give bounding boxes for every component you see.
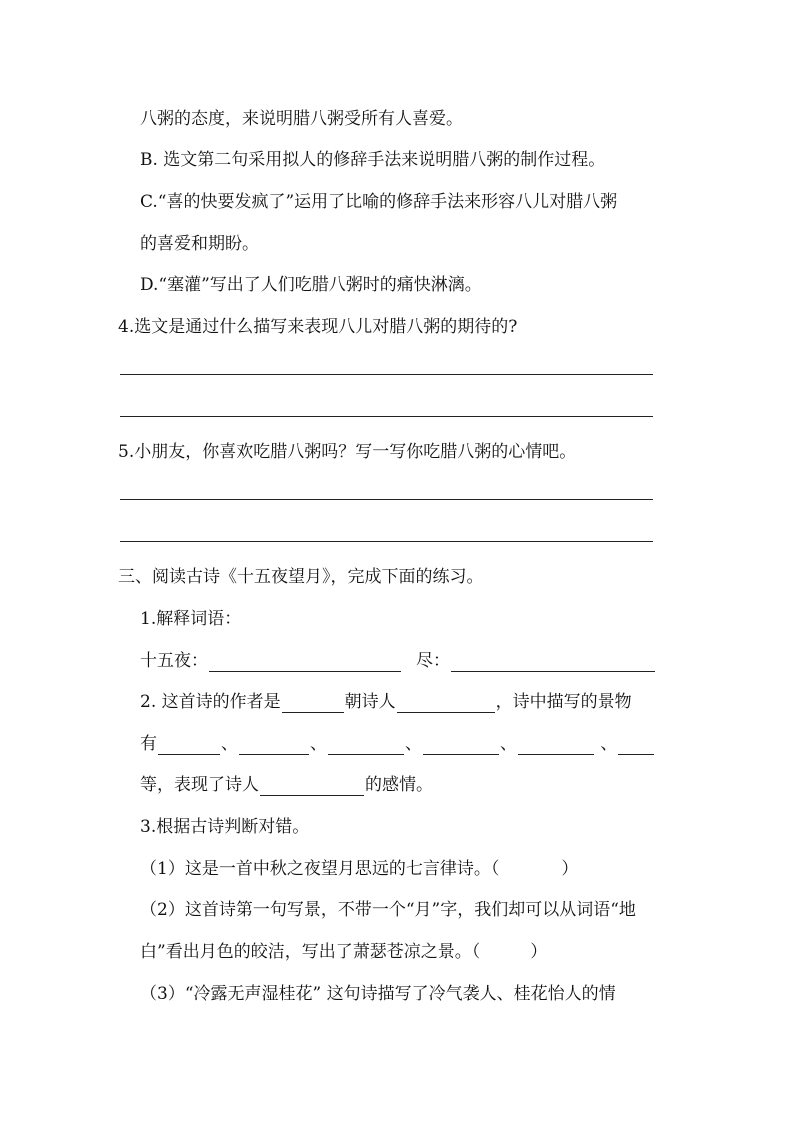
option-c-line2: 的喜爱和期盼。 xyxy=(140,234,259,254)
s3-q2-line3 xyxy=(140,774,433,796)
s3-q3-item1 xyxy=(140,858,578,880)
s3-q2-line2 xyxy=(140,733,655,755)
question-4: 4.选文是通过什么描写来表现八儿对腊八粥的期待的? xyxy=(118,317,518,337)
blank-emotion[interactable] xyxy=(260,777,364,796)
s3-q3-item2-line2 xyxy=(140,941,547,963)
separator: 、 xyxy=(221,734,238,754)
s3-q3-item2-line1: （2）这首诗第一句写景，不带一个“月”字，我们却可以从词语“地 xyxy=(140,900,636,920)
separator: 、 xyxy=(405,734,422,754)
question-5: 5.小朋友，你喜欢吃腊八粥吗？写一写你吃腊八粥的心情吧。 xyxy=(118,442,577,462)
blank-scene-1[interactable] xyxy=(158,736,220,755)
answer-line-q5-2[interactable] xyxy=(120,541,653,542)
item2-text: 白”看出月色的皎洁，写出了萧瑟苍凉之景。（ xyxy=(140,942,481,962)
q2-text-scenery: ，诗中描写的景物 xyxy=(495,692,632,712)
separator: 、 xyxy=(310,734,327,754)
separator: 、 xyxy=(500,734,517,754)
option-a-continuation: 八粥的态度，来说明腊八粥受所有人喜爱。 xyxy=(140,109,463,129)
q2-text-author: 2. 这首诗的作者是 xyxy=(140,692,281,712)
blank-dynasty[interactable] xyxy=(282,694,344,713)
section-3-heading: 三、阅读古诗《十五夜望月》，完成下面的练习。 xyxy=(118,567,484,587)
s3-q1-label: 1.解释词语： xyxy=(140,609,242,629)
option-b: B. 选文第二句采用拟人的修辞手法来说明腊八粥的制作过程。 xyxy=(140,150,606,170)
term-jin: 尽： xyxy=(416,651,450,671)
answer-line-q4-1[interactable] xyxy=(120,374,653,375)
blank-shiwuye[interactable] xyxy=(209,653,401,672)
item1-text: （1）这是一首中秋之夜望月思远的七言律诗。（ xyxy=(140,859,500,879)
blank-poet[interactable] xyxy=(397,694,495,713)
s3-q1-terms xyxy=(140,650,656,672)
blank-scene-6[interactable] xyxy=(618,736,654,755)
separator: 、 xyxy=(595,734,618,754)
option-c-line1: C.“喜的快要发疯了”运用了比喻的修辞手法来形容八儿对腊八粥 xyxy=(140,192,618,212)
answer-line-q5-1[interactable] xyxy=(120,499,653,500)
q2-text-end: 的感情。 xyxy=(365,775,433,795)
option-d: D.“塞灌”写出了人们吃腊八粥时的痛快淋漓。 xyxy=(140,275,482,295)
blank-scene-5[interactable] xyxy=(518,736,594,755)
blank-scene-4[interactable] xyxy=(423,736,499,755)
q2-text-poet: 朝诗人 xyxy=(344,692,396,712)
close-paren: ） xyxy=(530,942,548,962)
close-paren: ） xyxy=(561,859,579,879)
term-shiwuye: 十五夜： xyxy=(140,651,208,671)
blank-scene-2[interactable] xyxy=(239,736,309,755)
blank-jin[interactable] xyxy=(451,653,655,672)
q2-text-emotion: 等，表现了诗人 xyxy=(140,775,259,795)
s3-q2-line1 xyxy=(140,691,632,713)
answer-line-q4-2[interactable] xyxy=(120,416,653,417)
s3-q3-label: 3.根据古诗判断对错。 xyxy=(140,817,310,837)
s3-q3-item3-line1: （3）“冷露无声湿桂花” 这句诗描写了冷气袭人、桂花怡人的情 xyxy=(140,984,616,1004)
q2-text-you: 有 xyxy=(140,734,157,754)
blank-scene-3[interactable] xyxy=(328,736,404,755)
